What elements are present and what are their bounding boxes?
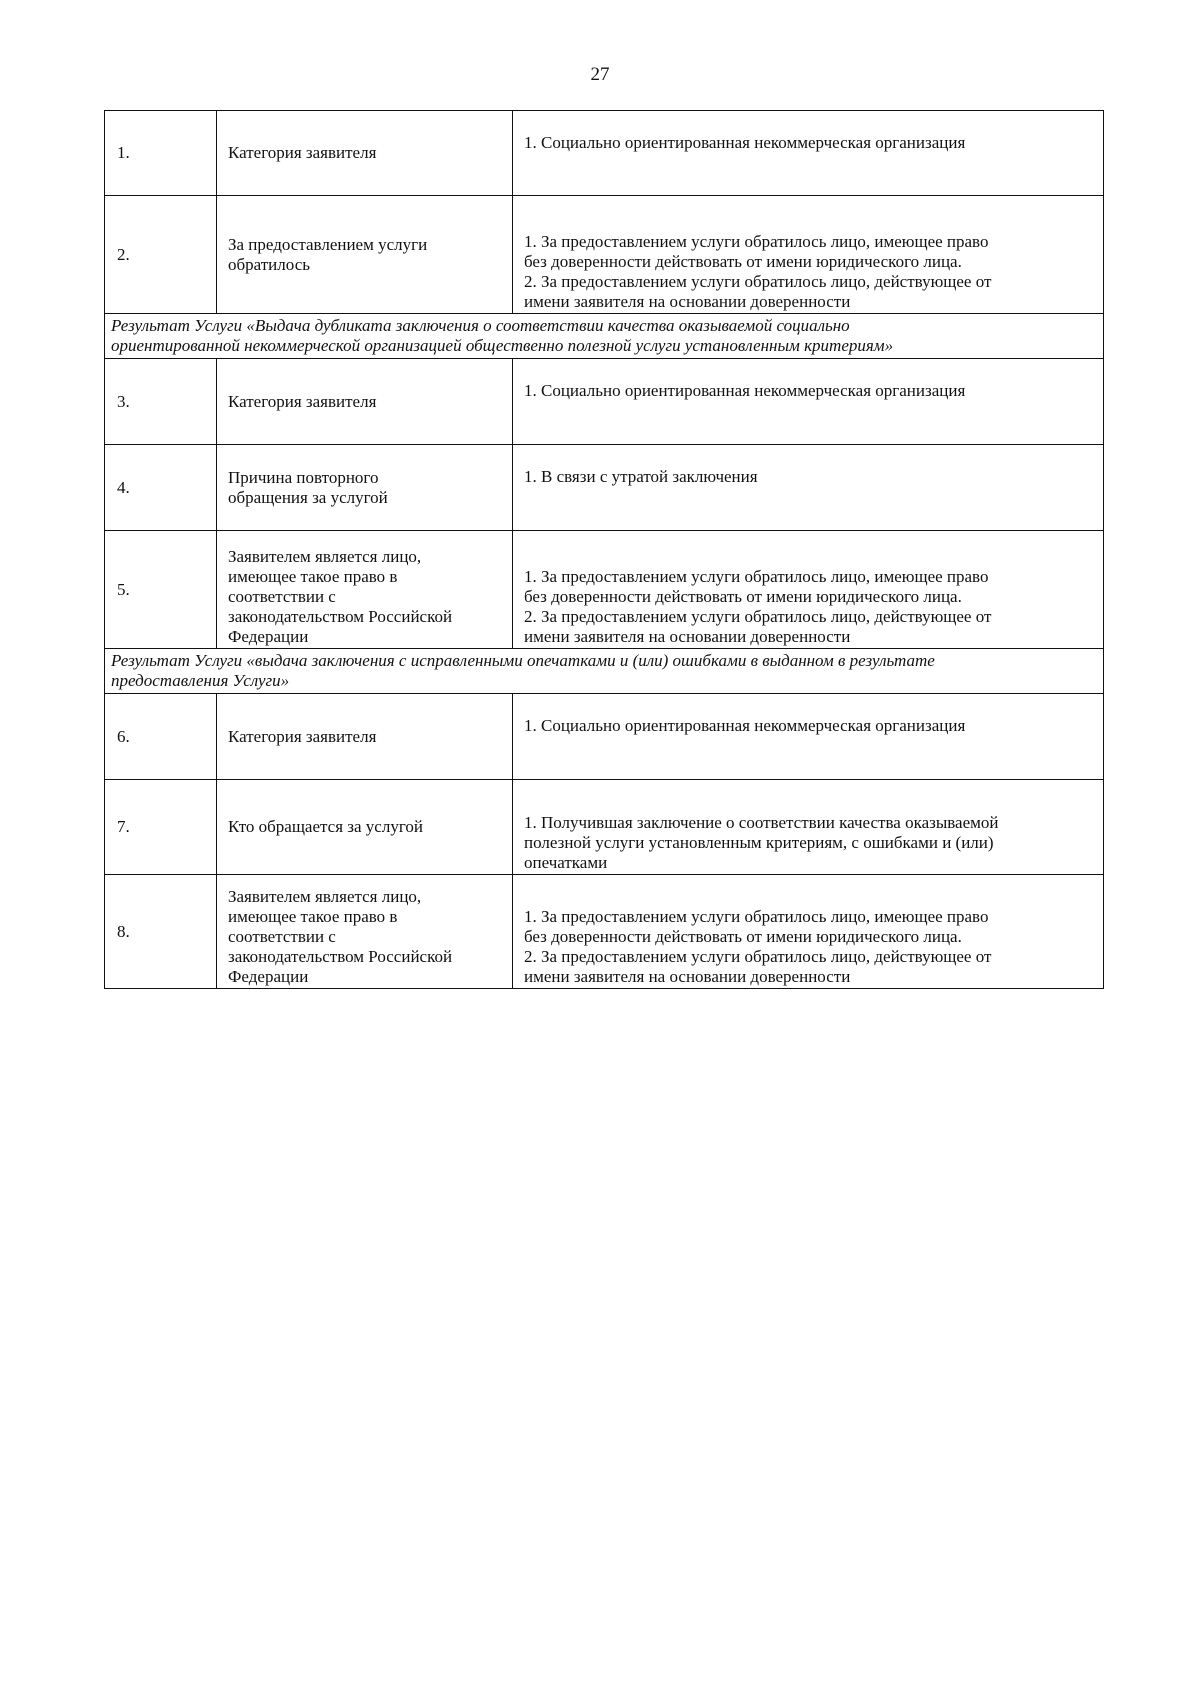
- row-value: 1. За предоставлением услуги обратилось лицо, имеющее право без доверенности действовать от имени юридического лица. 2. За предоставлением услуги обратилось лицо, действующее от имени заявителя на основании доверенности: [524, 907, 992, 986]
- table-row: [104, 196, 1104, 314]
- row-category: Кто обращается за услугой: [217, 780, 513, 874]
- table-row: [104, 359, 1104, 445]
- table-row: [104, 110, 1104, 196]
- row-number: 2.: [105, 196, 217, 313]
- row-value: 1. Получившая заключение о соответствии качества оказываемой полезной услуги установленным критериям, с ошибками и (или) опечатками: [524, 813, 999, 872]
- section-heading: Результат Услуги «выдача заключения с исправленными опечатками и (или) ошибками в выданном в результате предоставления Услуги»: [104, 649, 1104, 694]
- requirements-table: [104, 110, 1104, 989]
- row-value: 1. За предоставлением услуги обратилось лицо, имеющее право без доверенности действовать от имени юридического лица. 2. За предоставлением услуги обратилось лицо, действующее от имени заявителя на основании доверенности: [524, 567, 992, 646]
- section-heading: Результат Услуги «Выдача дубликата заключения о соответствии качества оказываемой социально ориентированной некоммерческой организацией общественно полезной услуги установленным критериям»: [104, 314, 1104, 359]
- table-row: [104, 694, 1104, 780]
- row-number: 4.: [105, 445, 217, 530]
- page-number: 27: [590, 64, 610, 85]
- row-category: Причина повторного обращения за услугой: [217, 445, 513, 530]
- row-number: 3.: [105, 359, 217, 444]
- row-category: За предоставлением услуги обратилось: [217, 196, 513, 313]
- table-row: [104, 445, 1104, 531]
- row-category: Заявителем является лицо, имеющее такое право в соответствии с законодательством Российской Федерации: [217, 531, 513, 648]
- row-category: Категория заявителя: [217, 694, 513, 779]
- row-number: 6.: [105, 694, 217, 779]
- row-number: 5.: [105, 531, 217, 648]
- row-value: 1. Социально ориентированная некоммерческая организация: [524, 133, 966, 152]
- row-value: 1. В связи с утратой заключения: [524, 467, 758, 486]
- row-number: 7.: [105, 780, 217, 874]
- row-value: 1. Социально ориентированная некоммерческая организация: [524, 381, 966, 400]
- row-number: 1.: [105, 111, 217, 195]
- row-number: 8.: [105, 875, 217, 988]
- row-category: Категория заявителя: [217, 359, 513, 444]
- row-category: Заявителем является лицо, имеющее такое право в соответствии с законодательством Российской Федерации: [217, 875, 513, 988]
- row-value: 1. За предоставлением услуги обратилось лицо, имеющее право без доверенности действовать от имени юридического лица. 2. За предоставлением услуги обратилось лицо, действующее от имени заявителя на основании доверенности: [524, 232, 992, 311]
- row-value: 1. Социально ориентированная некоммерческая организация: [524, 716, 966, 735]
- table-row: [104, 780, 1104, 875]
- row-category: Категория заявителя: [217, 111, 513, 195]
- table-row: [104, 875, 1104, 989]
- table-row: [104, 531, 1104, 649]
